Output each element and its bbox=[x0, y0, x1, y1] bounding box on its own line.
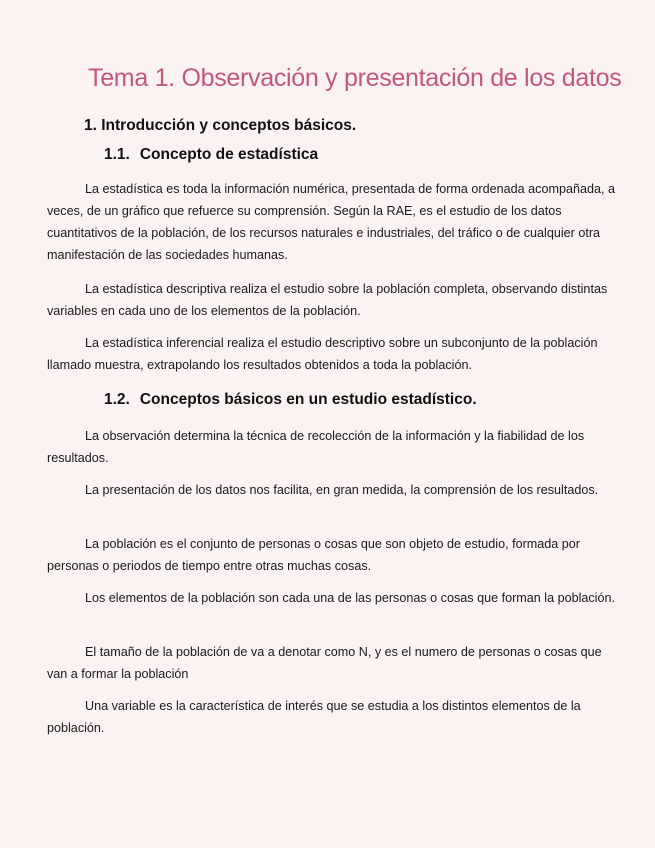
paragraph-tamano: El tamaño de la población de va a denotar como N, y es el numero de personas o cosas que van a formar la población bbox=[47, 645, 602, 681]
subsection-number: 1.2. bbox=[104, 391, 130, 408]
section-heading-1: 1. Introducción y conceptos básicos. bbox=[84, 117, 357, 134]
paragraph-observacion: La observación determina la técnica de recolección de la información y la fiabilidad de los resultados. bbox=[47, 429, 585, 465]
paragraph-elementos: Los elementos de la población son cada una de las personas o cosas que forman la población. bbox=[85, 591, 615, 605]
subsection-heading-1-1 bbox=[104, 146, 318, 164]
subsection-heading-1-2 bbox=[104, 391, 477, 409]
paragraph-presentacion: La presentación de los datos nos facilita, en gran medida, la comprensión de los resultados. bbox=[85, 483, 599, 497]
paragraph-estadistica-descriptiva: La estadística descriptiva realiza el estudio sobre la población completa, observando distintas variables en cada uno de los elementos de la población. bbox=[47, 282, 608, 318]
subsection-title: Conceptos básicos en un estudio estadístico. bbox=[139, 391, 477, 408]
subsection-title: Concepto de estadística bbox=[139, 146, 319, 163]
subsection-number: 1.1. bbox=[104, 146, 130, 163]
paragraph-estadistica-definicion: La estadística es toda la información numérica, presentada de forma ordenada acompañada, a veces, de un gráfico que refuerce su comprensión. Según la RAE, es el estudio de los datos cuantitativos de la población, de los recursos naturales e industriales, del tráfico o de cualquier otra manifestación de las sociedades humanas. bbox=[47, 182, 615, 262]
document-title: Tema 1. Observación y presentación de los datos bbox=[88, 64, 622, 92]
paragraph-variable: Una variable es la característica de interés que se estudia a los distintos elementos de la población. bbox=[47, 699, 581, 735]
paragraph-poblacion: La población es el conjunto de personas o cosas que son objeto de estudio, formada por personas o periodos de tiempo entre otras muchas cosas. bbox=[47, 537, 580, 573]
paragraph-estadistica-inferencial: La estadística inferencial realiza el estudio descriptivo sobre un subconjunto de la población llamado muestra, extrapolando los resultados obtenidos a toda la población. bbox=[47, 336, 598, 372]
